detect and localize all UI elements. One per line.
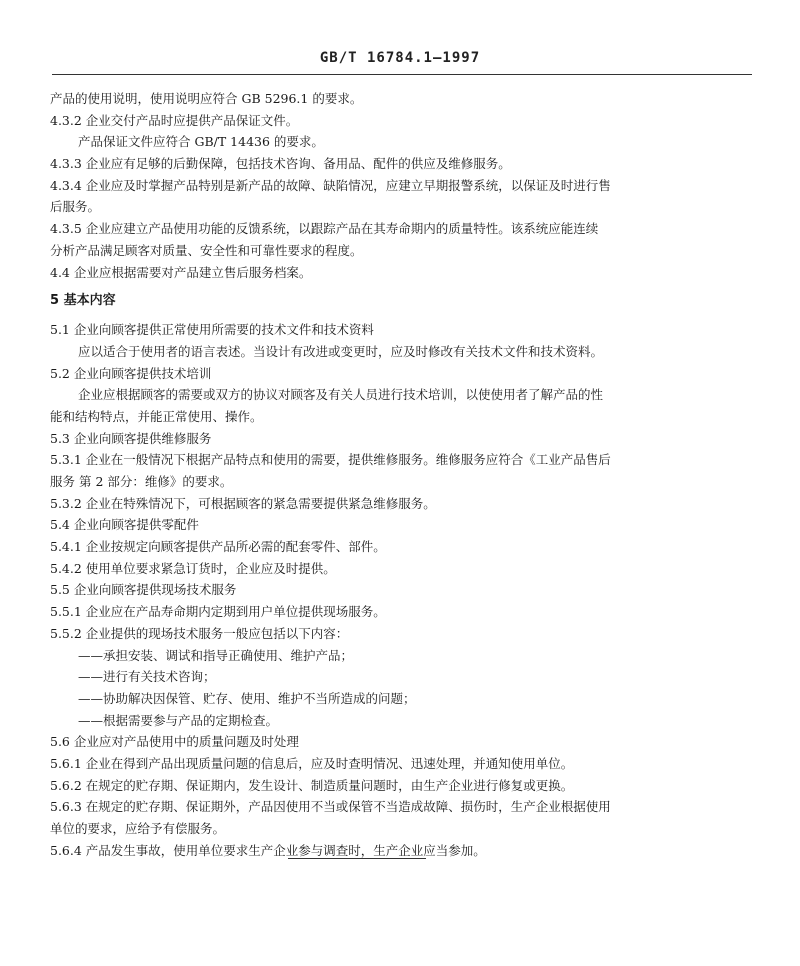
clause-5-4-2: 5.4.2 使用单位要求紧急订货时，企业应及时提供。 [50, 560, 336, 576]
list-item: ——进行有关技术咨询； [78, 669, 216, 685]
clause-5-6-3: 5.6.3 在规定的贮存期、保证期外，产品因使用不当或保管不当造成故障、损伤时，生产企业根据使用 [50, 799, 611, 815]
clause-4-3-2: 4.3.2 企业交付产品时应提供产品保证文件。 [50, 112, 299, 128]
clause-5-5: 5.5 企业向顾客提供现场技术服务 [50, 582, 237, 598]
clause-5-4-1: 5.4.1 企业按规定向顾客提供产品所必需的配套零件、部件。 [50, 539, 386, 555]
list-item: ——根据需要参与产品的定期检查。 [78, 712, 279, 728]
clause-5-1: 5.1 企业向顾客提供正常使用所需要的技术文件和技术资料 [50, 322, 374, 338]
clause-5-6-4: 5.6.4 产品发生事故，使用单位要求生产企业参与调查时，生产企业应当参加。 [50, 842, 486, 858]
paragraph-line: 产品的使用说明，使用说明应符合 GB 5296.1 的要求。 [50, 91, 363, 106]
paragraph-line: 服务 第 2 部分：维修》的要求。 [50, 474, 233, 489]
paragraph-line: 分析产品满足顾客对质量、安全性和可靠性要求的程度。 [50, 242, 363, 258]
clause-5-3-2: 5.3.2 企业在特殊情况下，可根据顾客的紧急需要提供紧急维修服务。 [50, 495, 436, 511]
clause-5-2: 5.2 企业向顾客提供技术培训 [50, 365, 212, 381]
clause-4-3-4: 4.3.4 企业应及时掌握产品特别是新产品的故障、缺陷情况，应建立早期报警系统，以保证及时进行售 [50, 177, 611, 193]
clause-4-4: 4.4 企业应根据需要对产品建立售后服务档案。 [50, 264, 312, 280]
document-body [50, 88, 750, 861]
paragraph-line: 应以适合于使用者的语言表述。当设计有改进或变更时，应及时修改有关技术文件和技术资料。 [78, 343, 604, 359]
paragraph-line: 能和结构特点，并能正常使用、操作。 [50, 408, 263, 424]
paragraph-line: 企业应根据顾客的需要或双方的协议对顾客及有关人员进行技术培训，以使使用者了解产品的性 [78, 387, 604, 403]
clause-5-6-2: 5.6.2 在规定的贮存期、保证期内，发生设计、制造质量问题时，由生产企业进行修复或更换。 [50, 777, 574, 793]
list-item: ——承担安装、调试和指导正确使用、维护产品； [78, 647, 354, 663]
clause-5-5-1: 5.5.1 企业应在产品寿命期内定期到用户单位提供现场服务。 [50, 604, 386, 620]
clause-5-6: 5.6 企业应对产品使用中的质量问题及时处理 [50, 734, 299, 750]
paragraph-line: 单位的要求，应给予有偿服务。 [50, 821, 226, 836]
clause-5-6-1: 5.6.1 企业在得到产品出现质量问题的信息后，应及时查明情况、迅速处理，并通知使用单位。 [50, 755, 574, 771]
clause-5-5-2: 5.5.2 企业提供的现场技术服务一般应包括以下内容： [50, 625, 349, 641]
end-rule [288, 858, 426, 859]
clause-4-3-5: 4.3.5 企业应建立产品使用功能的反馈系统，以跟踪产品在其寿命期内的质量特性。该系统应能连续 [50, 221, 599, 237]
clause-5-3: 5.3 企业向顾客提供维修服务 [50, 430, 212, 446]
clause-4-3-3: 4.3.3 企业应有足够的后勤保障，包括技术咨询、备用品、配件的供应及维修服务。 [50, 156, 511, 172]
standard-code-header: GB/T 16784.1—1997 [319, 50, 481, 66]
section-heading-5: 5 基本内容 [50, 293, 116, 309]
header-rule [52, 74, 752, 75]
paragraph-line: 产品保证文件应符合 GB/T 14436 的要求。 [78, 134, 324, 150]
clause-5-3-1: 5.3.1 企业在一般情况下根据产品特点和使用的需要，提供维修服务。维修服务应符合《工业产品售后 [50, 452, 611, 468]
clause-5-4: 5.4 企业向顾客提供零配件 [50, 517, 199, 533]
paragraph-line: 后服务。 [50, 199, 101, 215]
list-item: ——协助解决因保管、贮存、使用、维护不当所造成的问题； [78, 690, 416, 706]
